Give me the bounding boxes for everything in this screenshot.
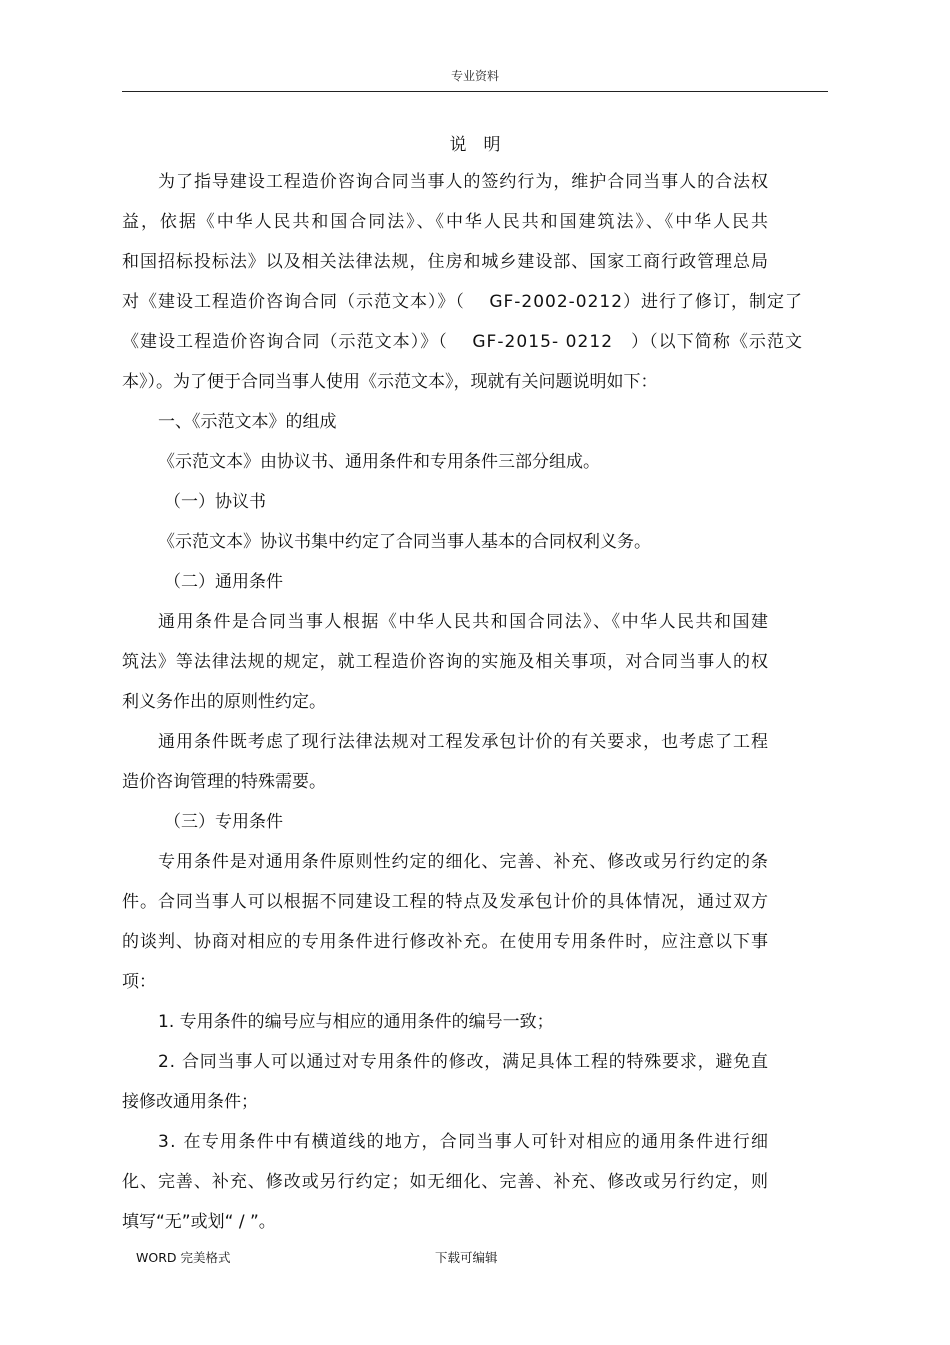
paragraph-line: 填写“无”或划“ / ”。 bbox=[122, 1212, 276, 1232]
page-header: 专业资料 bbox=[450, 69, 499, 83]
paragraph-line: 和国招标投标法》以及相关法律法规，住房和城乡建设部、国家工商行政管理总局 bbox=[122, 252, 769, 272]
paragraph-line: 筑法》等法律法规的规定，就工程造价咨询的实施及相关事项，对合同当事人的权 bbox=[122, 652, 769, 672]
page-title: 说 明 bbox=[449, 135, 501, 155]
subsection-heading: （二）通用条件 bbox=[164, 572, 283, 592]
paragraph-line: 《建设工程造价咨询合同（示范文本）》（ GF-2015- 0212 ）（以下简称《示范文 bbox=[122, 332, 804, 352]
paragraph-line: 项： bbox=[122, 972, 156, 992]
subsection-heading: （三）专用条件 bbox=[164, 812, 283, 832]
list-item: 3. 在专用条件中有横道线的地方，合同当事人可针对相应的通用条件进行细 bbox=[158, 1132, 770, 1152]
paragraph-line: 利义务作出的原则性约定。 bbox=[122, 692, 326, 712]
paragraph-line: 接修改通用条件； bbox=[122, 1092, 258, 1112]
section-heading: 一、《示范文本》的组成 bbox=[158, 412, 337, 432]
paragraph-line: 《示范文本》由协议书、通用条件和专用条件三部分组成。 bbox=[158, 452, 600, 472]
list-item: 1. 专用条件的编号应与相应的通用条件的编号一致； bbox=[158, 1012, 554, 1032]
paragraph-line: 化、完善、补充、修改或另行约定；如无细化、完善、补充、修改或另行约定，则 bbox=[122, 1172, 769, 1192]
header-divider bbox=[122, 91, 828, 92]
paragraph-line: 《示范文本》协议书集中约定了合同当事人基本的合同权利义务。 bbox=[158, 532, 651, 552]
paragraph-line: 益，依据《中华人民共和国合同法》、《中华人民共和国建筑法》、《中华人民共 bbox=[122, 212, 770, 232]
footer-right-text: 下载可编辑 bbox=[435, 1250, 498, 1265]
footer-left-text: WORD 完美格式 bbox=[136, 1250, 231, 1265]
paragraph-line: 的谈判、协商对相应的专用条件进行修改补充。在使用专用条件时，应注意以下事 bbox=[122, 932, 769, 952]
paragraph-line: 通用条件是合同当事人根据《中华人民共和国合同法》、《中华人民共和国建 bbox=[158, 612, 770, 632]
paragraph-line: 本》）。为了便于合同当事人使用《示范文本》，现就有关问题说明如下： bbox=[122, 372, 658, 392]
paragraph-line: 为了指导建设工程造价咨询合同当事人的签约行为，维护合同当事人的合法权 bbox=[158, 172, 769, 192]
paragraph-line: 专用条件是对通用条件原则性约定的细化、完善、补充、修改或另行约定的条 bbox=[158, 852, 769, 872]
paragraph-line: 通用条件既考虑了现行法律法规对工程发承包计价的有关要求，也考虑了工程 bbox=[158, 732, 769, 752]
paragraph-line: 对《建设工程造价咨询合同（示范文本）》（ GF-2002-0212）进行了修订，制定了 bbox=[122, 292, 803, 312]
list-item: 2. 合同当事人可以通过对专用条件的修改，满足具体工程的特殊要求，避免直 bbox=[158, 1052, 769, 1072]
paragraph-line: 件。合同当事人可以根据不同建设工程的特点及发承包计价的具体情况，通过双方 bbox=[122, 892, 769, 912]
subsection-heading: （一）协议书 bbox=[164, 492, 266, 512]
paragraph-line: 造价咨询管理的特殊需要。 bbox=[122, 772, 326, 792]
